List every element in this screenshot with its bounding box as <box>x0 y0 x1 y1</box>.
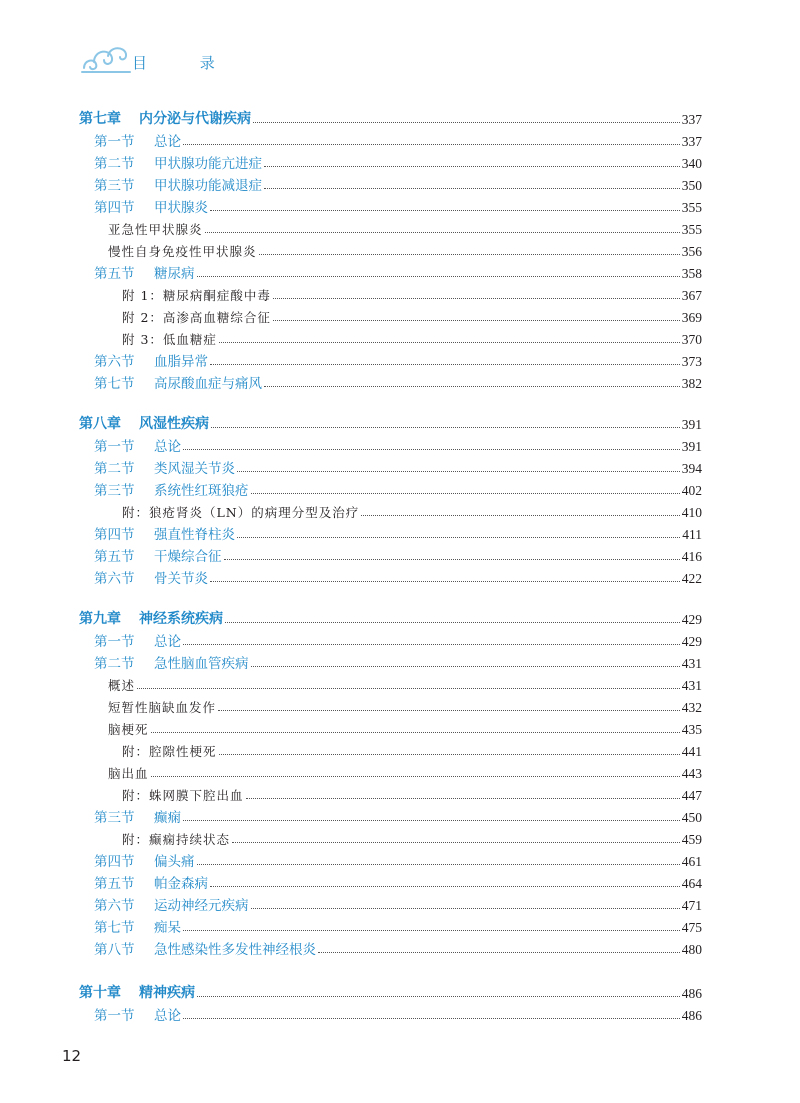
toc-page-number: 367 <box>681 288 702 303</box>
toc-page-number: 443 <box>681 766 702 781</box>
entry-title-text: 系统性红斑狼疮 <box>154 483 249 499</box>
chapter-number: 第七章 <box>79 111 121 127</box>
toc-entry[interactable] <box>108 672 702 694</box>
toc-entry[interactable] <box>79 606 702 628</box>
entry-title-text: 神经系统疾病 <box>139 611 223 627</box>
toc-entry[interactable] <box>108 238 702 260</box>
dot-leader <box>318 952 680 953</box>
toc-entry[interactable] <box>108 694 702 716</box>
toc-page-number: 402 <box>681 483 702 498</box>
toc-entry[interactable] <box>94 1002 702 1024</box>
section-number: 第六节 <box>94 898 135 914</box>
entry-title-text: 脑出血 <box>108 766 149 781</box>
toc-entry[interactable] <box>94 128 702 150</box>
toc-page-number: 464 <box>681 876 702 891</box>
section-number: 第三节 <box>94 178 135 194</box>
dot-leader <box>253 122 680 123</box>
toc-page-number: 486 <box>681 986 702 1001</box>
toc-entry-title <box>94 435 181 455</box>
section-number: 第四节 <box>94 200 135 216</box>
toc-page-number: 355 <box>681 200 702 215</box>
toc-header <box>80 38 280 78</box>
section-number: 第四节 <box>94 527 135 543</box>
toc-page-number: 391 <box>681 439 702 454</box>
dot-leader <box>183 449 680 450</box>
dot-leader <box>237 471 680 472</box>
toc-page-number: 429 <box>681 612 702 627</box>
section-number: 第五节 <box>94 266 135 282</box>
toc-entry-title <box>108 720 149 738</box>
toc-entry[interactable] <box>94 477 702 499</box>
toc-entry[interactable] <box>94 914 702 936</box>
entry-title-text: 风湿性疾病 <box>139 416 209 432</box>
toc-page-number: 480 <box>681 942 702 957</box>
dot-leader <box>211 427 680 428</box>
toc-page-number: 410 <box>681 505 702 520</box>
toc-entry-title <box>94 196 208 216</box>
dot-leader <box>151 776 680 777</box>
section-number: 第三节 <box>94 483 135 499</box>
toc-page-number: 431 <box>681 678 702 693</box>
toc-entry-title <box>122 786 244 804</box>
toc-entry[interactable] <box>94 628 702 650</box>
entry-title-text: 总论 <box>154 634 181 650</box>
toc-entry-title <box>94 262 195 282</box>
toc-page-number: 356 <box>681 244 702 259</box>
dot-leader <box>183 820 680 821</box>
section-number: 第一节 <box>94 134 135 150</box>
entry-title-text: 概述 <box>108 678 136 693</box>
chapter-number: 第八章 <box>79 416 121 432</box>
entry-title-text: 附：癫痫持续状态 <box>122 832 231 847</box>
toc-page-number: 432 <box>681 700 702 715</box>
toc-page-number: 391 <box>681 417 702 432</box>
toc-entry[interactable] <box>94 455 702 477</box>
toc-entry[interactable] <box>122 326 702 348</box>
section-number: 第四节 <box>94 854 135 870</box>
entry-title-text: 干燥综合征 <box>154 549 222 565</box>
entry-title-text: 帕金森病 <box>154 876 208 892</box>
toc-entry-title <box>94 630 181 650</box>
toc-entry-title <box>122 830 230 848</box>
toc-page-number: 441 <box>681 744 702 759</box>
dot-leader <box>251 908 680 909</box>
dot-leader <box>183 644 680 645</box>
section-number: 第七节 <box>94 376 135 392</box>
toc-entry[interactable] <box>94 521 702 543</box>
dot-leader <box>219 754 680 755</box>
toc-page-number: 471 <box>681 898 702 913</box>
toc-entry[interactable] <box>122 282 702 304</box>
dot-leader <box>251 666 680 667</box>
entry-title-text: 总论 <box>154 1008 181 1024</box>
toc-entry-title <box>79 982 195 1002</box>
toc-page-number: 431 <box>681 656 702 671</box>
toc-page-number: 337 <box>681 112 702 127</box>
section-number: 第二节 <box>94 156 135 172</box>
toc-entry-title <box>108 242 257 260</box>
page-title: 目 录 <box>132 54 239 72</box>
toc-page-number: 382 <box>681 376 702 391</box>
section-number: 第一节 <box>94 439 135 455</box>
entry-title-text: 急性脑血管疾病 <box>154 656 249 672</box>
entry-title-text: 亚急性甲状腺炎 <box>108 222 203 237</box>
entry-title-text: 附：蛛网膜下腔出血 <box>122 788 244 803</box>
entry-title-text: 甲状腺功能亢进症 <box>154 156 262 172</box>
toc-page-number: 358 <box>681 266 702 281</box>
toc-entry-title <box>94 567 208 587</box>
entry-title-text: 类风湿关节炎 <box>154 461 235 477</box>
toc-entry-title <box>108 220 203 238</box>
dot-leader <box>232 842 680 843</box>
toc-page-number: 416 <box>681 549 702 564</box>
toc-entry-title <box>94 523 235 543</box>
toc-entry[interactable] <box>79 411 702 433</box>
entry-title-text: 脑梗死 <box>108 722 149 737</box>
entry-title-text: 运动神经元疾病 <box>154 898 249 914</box>
toc-entry[interactable] <box>79 106 702 128</box>
toc-entry[interactable] <box>94 848 702 870</box>
toc-entry[interactable] <box>94 543 702 565</box>
entry-title-text: 高尿酸血症与痛风 <box>154 376 262 392</box>
toc-entry-title <box>94 479 249 499</box>
toc-entry-title <box>94 350 208 370</box>
dot-leader <box>264 386 680 387</box>
toc-entry-title <box>94 130 181 150</box>
entry-title-text: 附：腔隙性梗死 <box>122 744 217 759</box>
dot-leader <box>197 864 680 865</box>
dot-leader <box>218 710 680 711</box>
toc-entry[interactable] <box>108 216 702 238</box>
dot-leader <box>273 320 680 321</box>
page-number: 12 <box>62 1047 82 1065</box>
dot-leader <box>183 1018 680 1019</box>
section-number: 第一节 <box>94 1008 135 1024</box>
toc-entry-title <box>79 413 209 433</box>
toc-page-number: 369 <box>681 310 702 325</box>
toc-entry-title <box>94 372 262 392</box>
dot-leader <box>197 276 680 277</box>
entry-title-text: 总论 <box>154 134 181 150</box>
toc-entry[interactable] <box>108 716 702 738</box>
toc-page-number: 475 <box>681 920 702 935</box>
toc-entry[interactable] <box>122 782 702 804</box>
entry-title-text: 强直性脊柱炎 <box>154 527 235 543</box>
toc-page-number: 411 <box>682 527 702 542</box>
toc-page-number: 435 <box>681 722 702 737</box>
toc-entry-title <box>79 108 251 128</box>
section-number: 第五节 <box>94 549 135 565</box>
section-number: 第二节 <box>94 461 135 477</box>
entry-title-text: 附 1：糖尿病酮症酸中毒 <box>122 288 271 303</box>
toc-entry[interactable] <box>79 980 702 1002</box>
toc-entry-title <box>94 850 195 870</box>
dot-leader <box>219 342 680 343</box>
dot-leader <box>183 144 680 145</box>
toc-entry[interactable] <box>94 804 702 826</box>
chapter-number: 第十章 <box>79 985 121 1001</box>
toc-page-number: 350 <box>681 178 702 193</box>
toc-entry-title <box>108 676 135 694</box>
toc-entry-title <box>108 698 216 716</box>
toc-entry[interactable] <box>94 260 702 282</box>
toc-page-number: 340 <box>681 156 702 171</box>
toc-entry-title <box>108 764 149 782</box>
dot-leader <box>183 930 680 931</box>
dot-leader <box>237 537 680 538</box>
toc-page-number: 459 <box>681 832 702 847</box>
toc-entry-title <box>94 457 235 477</box>
toc-page-number: 450 <box>681 810 702 825</box>
entry-title-text: 甲状腺功能减退症 <box>154 178 262 194</box>
section-number: 第二节 <box>94 656 135 672</box>
toc-entry[interactable] <box>94 650 702 672</box>
entry-title-text: 血脂异常 <box>154 354 208 370</box>
section-number: 第八节 <box>94 942 135 958</box>
section-number: 第五节 <box>94 876 135 892</box>
entry-title-text: 癫痫 <box>154 810 181 826</box>
dot-leader <box>205 232 680 233</box>
dot-leader <box>225 622 680 623</box>
toc-page-number: 337 <box>681 134 702 149</box>
cloud-swirl-icon <box>80 38 132 76</box>
entry-title-text: 附 3：低血糖症 <box>122 332 217 347</box>
toc-entry-title <box>94 894 249 914</box>
toc-entry[interactable] <box>94 892 702 914</box>
toc-entry-title <box>94 174 262 194</box>
toc-entry-title <box>94 1004 181 1024</box>
dot-leader <box>151 732 680 733</box>
entry-title-text: 甲状腺炎 <box>154 200 208 216</box>
entry-title-text: 骨关节炎 <box>154 571 208 587</box>
toc-entry[interactable] <box>94 172 702 194</box>
toc-entry[interactable] <box>94 150 702 172</box>
toc-entry[interactable] <box>108 760 702 782</box>
entry-title-text: 短暂性脑缺血发作 <box>108 700 217 715</box>
entry-title-text: 偏头痛 <box>154 854 195 870</box>
dot-leader <box>251 493 680 494</box>
toc-entry-title <box>122 742 217 760</box>
toc-entry[interactable] <box>122 499 702 521</box>
toc-page-number: 486 <box>681 1008 702 1023</box>
entry-title-text: 慢性自身免疫性甲状腺炎 <box>108 244 257 259</box>
toc-entry-title <box>122 503 359 521</box>
toc-page-number: 429 <box>681 634 702 649</box>
dot-leader <box>259 254 680 255</box>
toc-page-number: 370 <box>681 332 702 347</box>
section-number: 第六节 <box>94 354 135 370</box>
entry-title-text: 总论 <box>154 439 181 455</box>
dot-leader <box>197 996 680 997</box>
toc-entry[interactable] <box>94 433 702 455</box>
dot-leader <box>264 166 680 167</box>
toc-entry-title <box>94 652 249 672</box>
toc-entry[interactable] <box>122 738 702 760</box>
toc-entry-title <box>122 286 271 304</box>
toc-entry-title <box>94 938 316 958</box>
dot-leader <box>224 559 680 560</box>
toc-page-number: 461 <box>681 854 702 869</box>
toc-entry-title <box>94 806 181 826</box>
entry-title-text: 附：狼疮肾炎（LN）的病理分型及治疗 <box>122 505 360 520</box>
dot-leader <box>273 298 680 299</box>
toc-entry-title <box>122 330 217 348</box>
entry-title-text: 内分泌与代谢疾病 <box>139 111 251 127</box>
dot-leader <box>246 798 680 799</box>
toc-entry-title <box>94 916 181 936</box>
toc-entry-title <box>94 152 262 172</box>
toc-page-number: 373 <box>681 354 702 369</box>
entry-title-text: 精神疾病 <box>139 985 195 1001</box>
toc-entry[interactable] <box>94 348 702 370</box>
section-number: 第一节 <box>94 634 135 650</box>
dot-leader <box>210 581 680 582</box>
entry-title-text: 急性感染性多发性神经根炎 <box>154 942 316 958</box>
chapter-number: 第九章 <box>79 611 121 627</box>
toc-entry[interactable] <box>94 370 702 392</box>
toc-entry-title <box>122 308 271 326</box>
toc-entry[interactable] <box>94 870 702 892</box>
toc-entry-title <box>94 545 222 565</box>
dot-leader <box>361 515 680 516</box>
toc-entry[interactable] <box>94 565 702 587</box>
toc-entry[interactable] <box>94 194 702 216</box>
dot-leader <box>210 210 680 211</box>
section-number: 第七节 <box>94 920 135 936</box>
dot-leader <box>264 188 680 189</box>
toc-entry-title <box>79 608 223 628</box>
dot-leader <box>137 688 680 689</box>
toc-entry-title <box>94 872 208 892</box>
section-number: 第三节 <box>94 810 135 826</box>
entry-title-text: 痴呆 <box>154 920 181 936</box>
toc-page-number: 447 <box>681 788 702 803</box>
toc-entry[interactable] <box>122 304 702 326</box>
toc-page-number: 355 <box>681 222 702 237</box>
section-number: 第六节 <box>94 571 135 587</box>
toc-page-number: 394 <box>681 461 702 476</box>
toc-entry[interactable] <box>122 826 702 848</box>
entry-title-text: 糖尿病 <box>154 266 195 282</box>
entry-title-text: 附 2：高渗高血糖综合征 <box>122 310 271 325</box>
toc-entry[interactable] <box>94 936 702 958</box>
dot-leader <box>210 364 680 365</box>
toc-page-number: 422 <box>681 571 702 586</box>
dot-leader <box>210 886 680 887</box>
